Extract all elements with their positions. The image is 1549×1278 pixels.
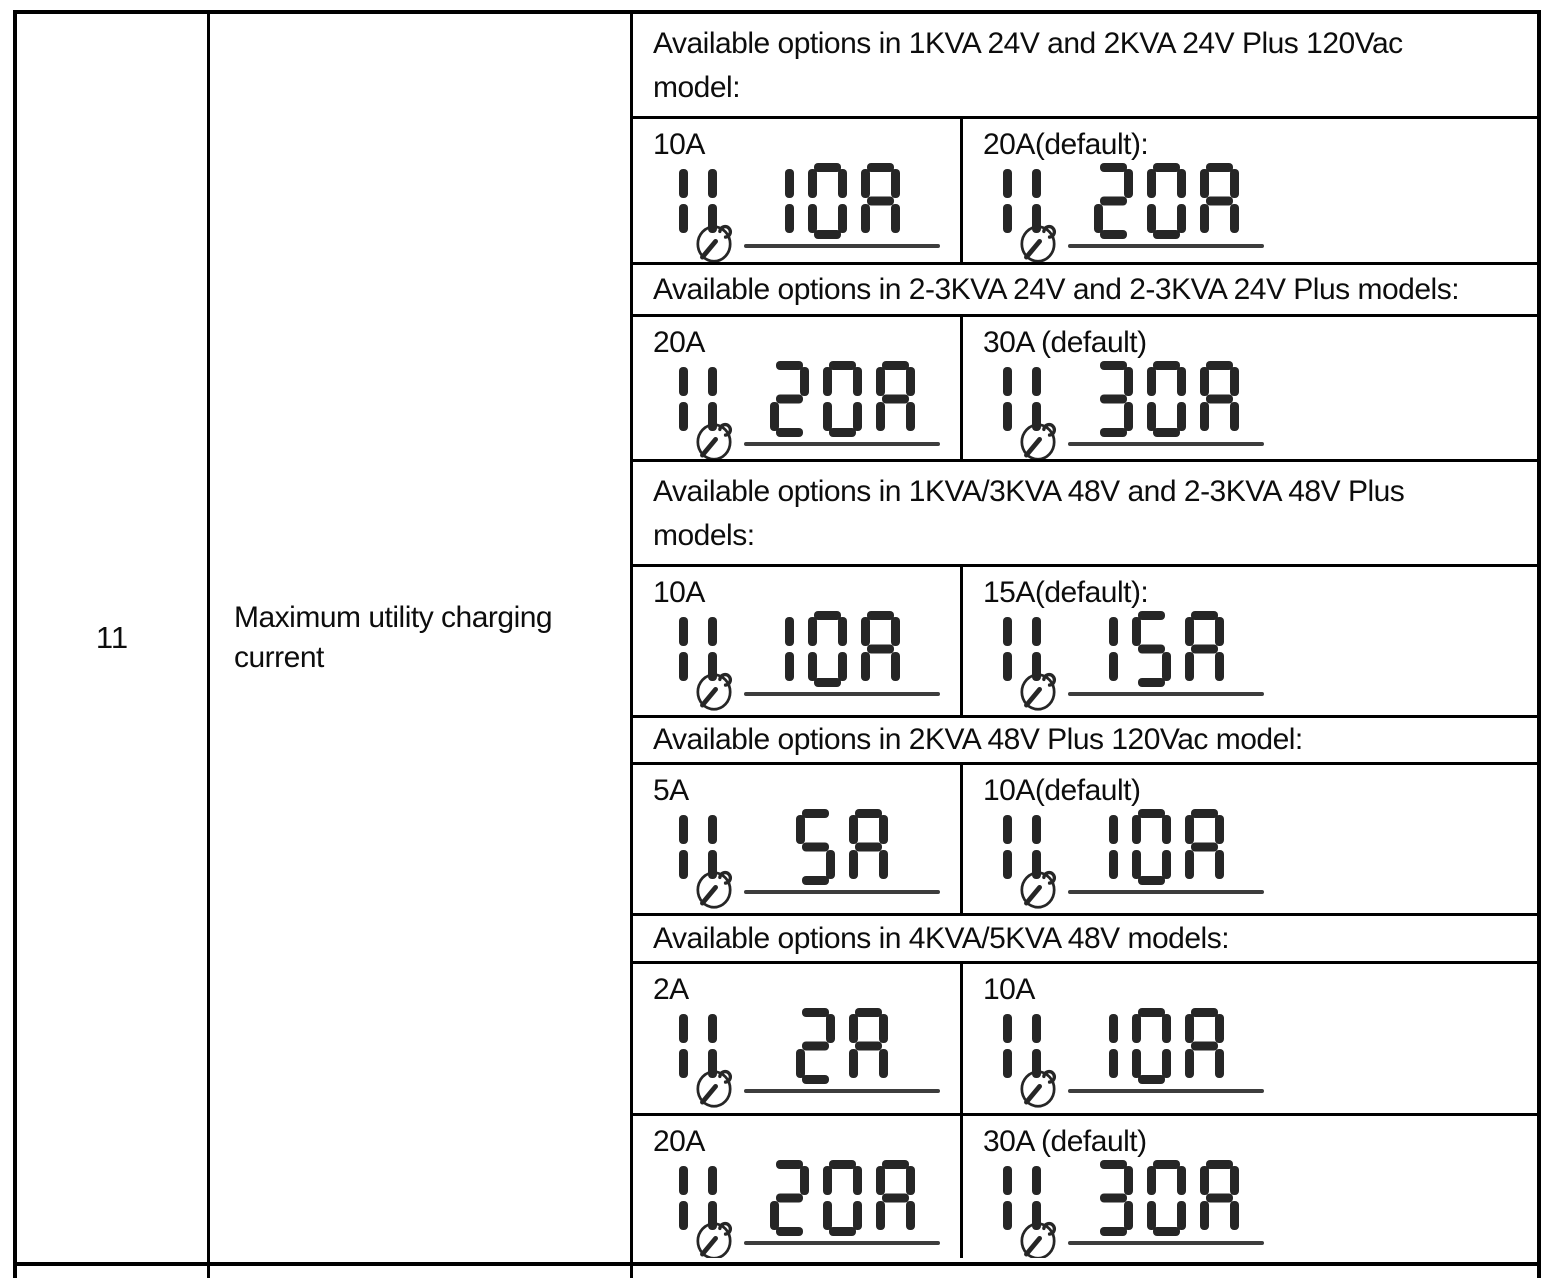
lcd-display [1003,1160,1537,1245]
lcd-display [1003,1008,1537,1093]
lcd-underline [744,1089,940,1093]
lcd-value [770,1160,915,1236]
option-cell [633,567,963,715]
option-label: 20A [653,326,705,359]
lcd-value [796,1008,888,1084]
option-cell [633,317,963,459]
option-cell [963,317,1537,459]
options-section-header [633,14,1537,116]
lcd-left-group [1003,1008,1049,1093]
lcd-left-group [1003,1160,1049,1245]
lcd-value-group [1063,1160,1269,1245]
option-label: 2A [653,973,689,1006]
option-label: 15A(default): [983,576,1149,609]
program-description: Maximum utility charging current [234,601,553,674]
options-section-header-text: Available options in 2KVA 48V Plus 120Vac model: [653,723,1303,756]
option-label: 10A [653,576,705,609]
lcd-value-group [739,1008,945,1093]
program-settings-table [13,10,1541,1278]
options-row [633,762,1537,913]
option-cell [633,1116,963,1258]
wrench-icon [1017,223,1059,262]
options-row [633,116,1537,262]
lcd-display [679,809,960,894]
wrench-icon [1017,1220,1059,1258]
lcd-underline [1068,442,1264,446]
lcd-display [679,361,960,446]
wrench-icon [693,421,735,459]
option-cell [963,964,1537,1113]
lcd-underline [744,692,940,696]
lcd-value-group [739,361,945,446]
lcd-value [1109,1008,1224,1084]
wrench-icon [1017,421,1059,459]
option-cell [633,964,963,1113]
options-section-header [633,715,1537,762]
program-description-cell [210,14,633,1262]
lcd-left-group [679,163,725,248]
option-label: 30A (default) [983,1125,1147,1158]
option-cell [963,119,1537,262]
lcd-value [1094,163,1239,239]
option-label: 10A(default) [983,774,1141,807]
lcd-value-group [1063,1008,1269,1093]
lcd-value-group [739,1160,945,1245]
next-row-number-cell [17,1266,210,1278]
lcd-value [796,809,888,885]
lcd-underline [744,244,940,248]
lcd-left-group [1003,611,1049,696]
lcd-display [679,611,960,696]
lcd-underline [744,890,940,894]
lcd-value [770,361,915,437]
program-options-cell [633,14,1537,1262]
lcd-left-group [679,1008,725,1093]
options-section-header-text: Available options in 1KVA/3KVA 48V and 2-3KVA 48V Plus models: [653,475,1405,552]
wrench-icon [693,869,735,911]
program-number: 11 [95,620,129,655]
wrench-icon [693,223,735,262]
options-row [633,961,1537,1113]
lcd-value [785,611,900,687]
program-row-11 [17,14,1537,1266]
lcd-display [679,1008,960,1093]
lcd-left-group [1003,361,1049,446]
options-row [633,314,1537,459]
option-label: 20A [653,1125,705,1158]
options-section-header-text: Available options in 2-3KVA 24V and 2-3KVA 24V Plus models: [653,272,1460,306]
lcd-display [679,1160,960,1245]
option-label: 10A [653,128,705,161]
option-cell [633,119,963,262]
lcd-underline [1068,244,1264,248]
options-section-header [633,262,1537,314]
lcd-value-group [1063,809,1269,894]
wrench-icon [693,1068,735,1110]
wrench-icon [1017,1068,1059,1110]
lcd-underline [1068,692,1264,696]
lcd-value-group [1063,163,1269,248]
lcd-value-group [1063,611,1269,696]
next-row-stub [17,1266,1537,1278]
lcd-value [1109,611,1224,687]
option-label: 20A(default): [983,128,1149,161]
lcd-left-group [679,809,725,894]
lcd-display [679,163,960,248]
wrench-icon [1017,869,1059,911]
wrench-icon [693,671,735,713]
lcd-value [1094,361,1239,437]
lcd-left-group [679,611,725,696]
lcd-underline [744,1241,940,1245]
lcd-underline [1068,1241,1264,1245]
lcd-value-group [1063,361,1269,446]
program-number-cell [17,14,210,1262]
lcd-display [1003,361,1537,446]
lcd-value [785,163,900,239]
lcd-value [1109,809,1224,885]
lcd-underline [1068,1089,1264,1093]
lcd-value-group [739,809,945,894]
option-label: 30A (default) [983,326,1147,359]
options-section-header-text: Available options in 1KVA 24V and 2KVA 24V Plus 120Vac model: [653,27,1403,104]
wrench-icon [1017,671,1059,713]
options-section-header [633,913,1537,961]
option-label: 10A [983,973,1035,1006]
option-cell [963,1116,1537,1258]
option-cell [963,567,1537,715]
wrench-icon [693,1220,735,1258]
lcd-underline [744,442,940,446]
options-section-header-text: Available options in 4KVA/5KVA 48V models: [653,921,1230,955]
lcd-value-group [739,163,945,248]
lcd-left-group [1003,809,1049,894]
lcd-left-group [679,361,725,446]
lcd-value-group [739,611,945,696]
option-cell [633,765,963,913]
option-label: 5A [653,774,689,807]
next-row-description-cell [210,1266,633,1278]
lcd-left-group [679,1160,725,1245]
options-row [633,1113,1537,1258]
options-row [633,564,1537,715]
lcd-value [1094,1160,1239,1236]
lcd-display [1003,611,1537,696]
options-section-header [633,459,1537,564]
lcd-display [1003,809,1537,894]
lcd-display [1003,163,1537,248]
lcd-left-group [1003,163,1049,248]
next-row-options-cell [633,1266,1537,1278]
lcd-underline [1068,890,1264,894]
option-cell [963,765,1537,913]
